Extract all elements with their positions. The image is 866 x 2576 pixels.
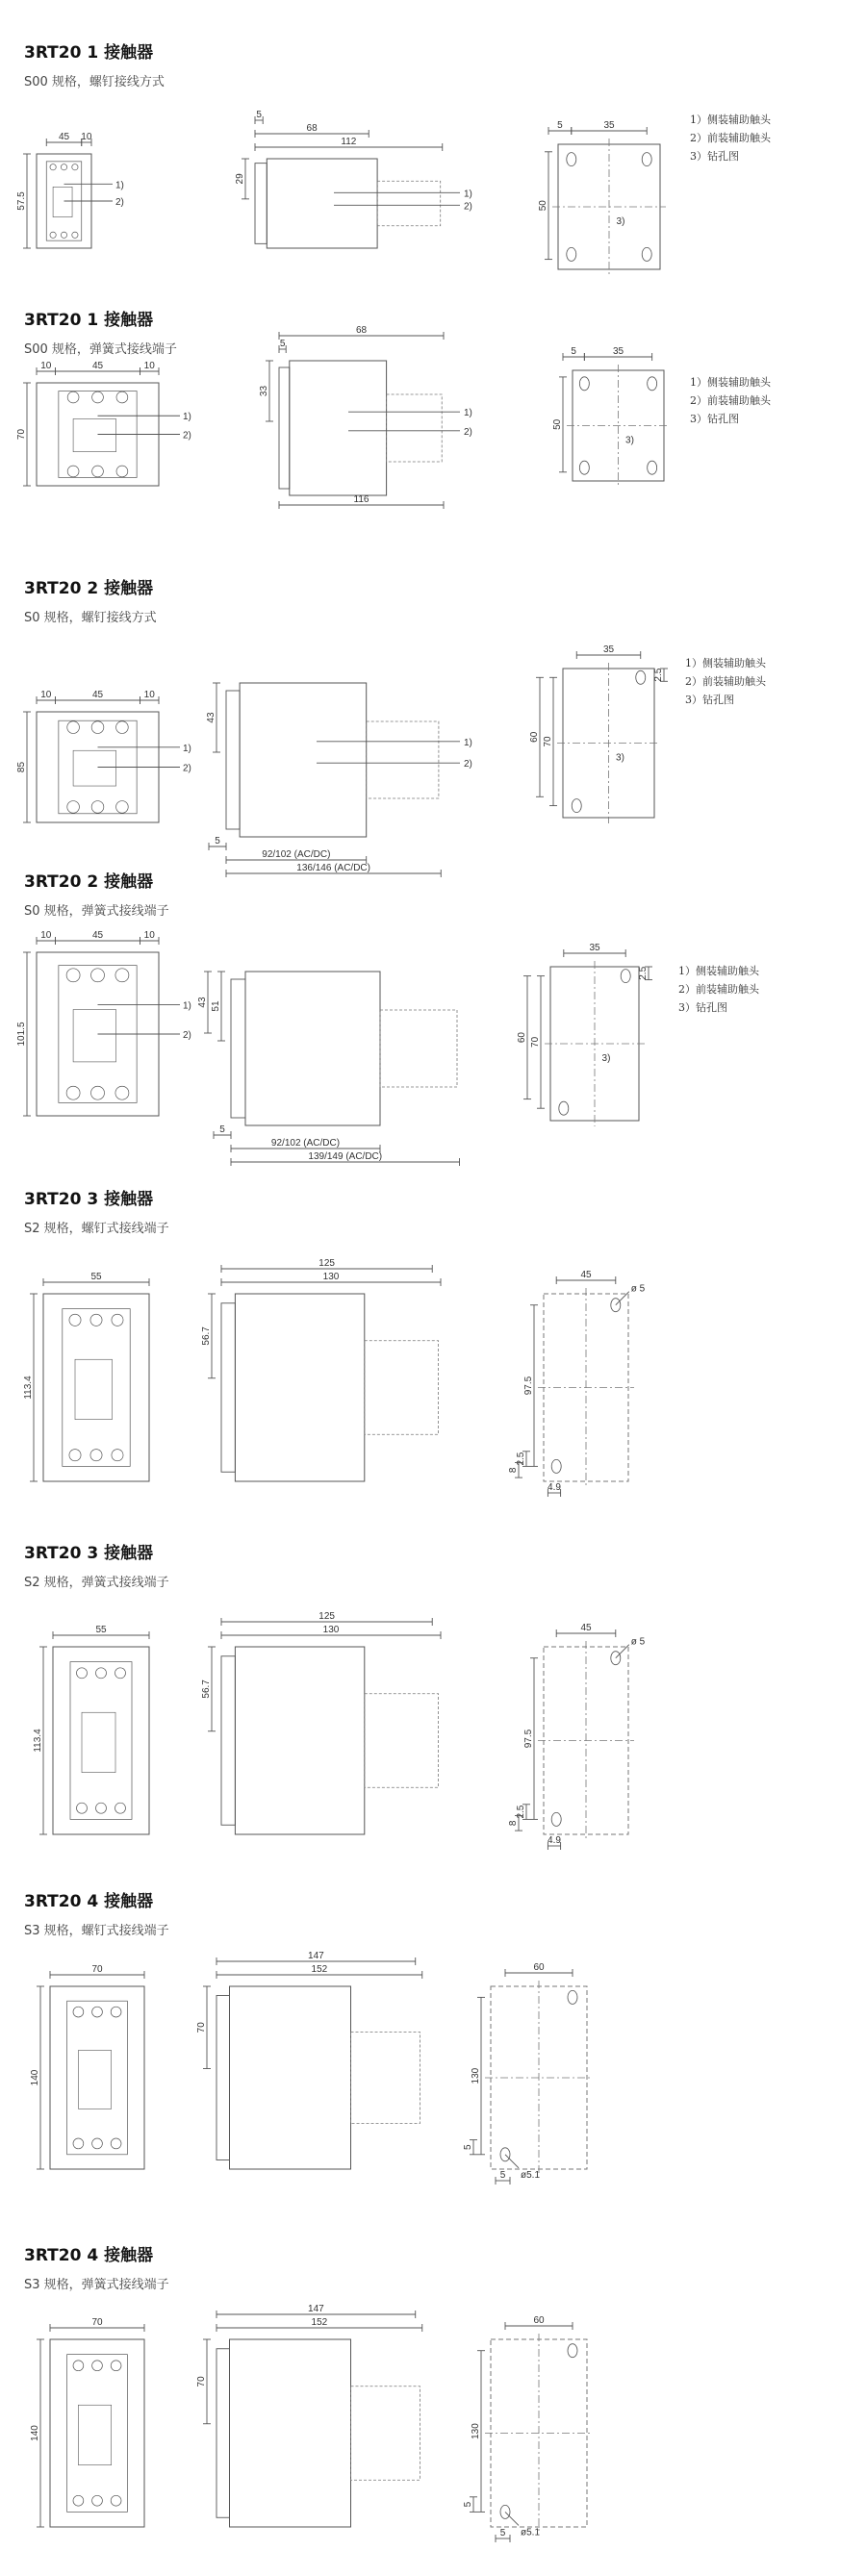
callout-label: 2) xyxy=(464,759,472,770)
callout-label: 1) xyxy=(464,737,472,748)
dimension-label: 35 xyxy=(589,943,600,953)
side-view-body xyxy=(267,159,377,248)
dimension-label: 125 xyxy=(318,1611,335,1622)
callout-label: 1) xyxy=(115,180,124,191)
dimension-label: 45 xyxy=(91,690,104,700)
dimension-label: 140 xyxy=(30,2069,40,2086)
terminal-screw-icon xyxy=(116,801,129,814)
dimension-label: 70 xyxy=(16,428,27,441)
dimension-label: 113.4 xyxy=(33,1729,43,1753)
dimension-label: 60 xyxy=(529,731,540,743)
terminal-screw-icon xyxy=(69,1450,81,1461)
dimension-label: 5 xyxy=(557,120,563,131)
dimension-label: 5 xyxy=(279,339,286,349)
section-title: 3RT20 4 接触器 xyxy=(24,1892,154,1911)
dimension-label: 147 xyxy=(308,1951,324,1961)
legend-item: 1）侧装辅助触头 xyxy=(678,965,759,977)
din-rail-clip xyxy=(279,367,290,489)
section-subtitle: S0 规格，弹簧式接线端子 xyxy=(24,904,169,919)
terminal-screw-icon xyxy=(67,391,79,403)
dimension-label: 5 xyxy=(463,2501,473,2508)
dimension-label: 85 xyxy=(16,761,27,773)
hole-diameter-label: ø 5 xyxy=(630,1283,646,1295)
leader-line xyxy=(505,2155,519,2168)
mounting-hole-icon xyxy=(559,1101,569,1115)
dimension-label: 45 xyxy=(580,1623,592,1633)
dimension-label: 97.5 xyxy=(523,1376,534,1396)
mounting-hole-icon xyxy=(567,247,576,261)
dimension-label: 68 xyxy=(355,325,368,336)
dimension-label: 68 xyxy=(306,123,318,134)
front-aux-contact-outline xyxy=(365,1694,439,1788)
terminal-screw-icon xyxy=(115,1668,126,1679)
dimension-label: 45 xyxy=(91,361,104,371)
dimension-label: 57.5 xyxy=(16,191,27,211)
side-view-body xyxy=(230,2339,351,2527)
dimension-label: 8 xyxy=(508,1820,519,1827)
dimension-label: 136/146 (AC/DC) xyxy=(296,863,370,873)
front-view-body xyxy=(70,1662,132,1820)
legend-item: 1）侧装辅助触头 xyxy=(690,376,771,389)
hole-diameter-label: ø5.1 xyxy=(521,2169,541,2181)
front-aux-contact-outline xyxy=(365,1341,439,1435)
section-subtitle: S3 规格，螺钉式接线端子 xyxy=(24,1924,169,1938)
terminal-screw-icon xyxy=(112,1314,123,1326)
terminal-screw-icon xyxy=(73,2007,84,2017)
terminal-screw-icon xyxy=(90,1450,102,1461)
dimension-label: 70 xyxy=(91,2317,103,2328)
dimension-label: 70 xyxy=(543,736,553,747)
terminal-screw-icon xyxy=(116,391,128,403)
dimension-label: 130 xyxy=(322,1272,340,1282)
dimension-label: 5 xyxy=(499,2170,506,2181)
dimension-label: 10 xyxy=(143,690,155,700)
auxiliary-block xyxy=(73,750,115,786)
dimension-label: 92/102 (AC/DC) xyxy=(270,1138,341,1149)
auxiliary-block xyxy=(82,1712,115,1772)
side-view-body xyxy=(235,1294,364,1481)
dimension-label: 70 xyxy=(196,2022,207,2033)
dimension-label: 70 xyxy=(91,1964,103,1975)
legend-item: 3）钻孔图 xyxy=(678,1001,727,1014)
dimension-label: 2.5 xyxy=(516,1452,526,1466)
dimension-label: 125 xyxy=(318,1258,335,1269)
section-title: 3RT20 2 接触器 xyxy=(24,579,154,598)
terminal-screw-icon xyxy=(91,1086,105,1099)
auxiliary-block xyxy=(75,1359,113,1419)
side-view-body xyxy=(230,1986,351,2169)
mounting-hole-icon xyxy=(579,377,589,391)
din-rail-clip xyxy=(226,691,240,829)
terminal-screw-icon xyxy=(77,1803,88,1813)
terminal-screw-icon xyxy=(73,2495,84,2506)
din-rail-clip xyxy=(255,164,267,244)
callout-label: 2) xyxy=(183,763,191,774)
section-subtitle: S2 规格，弹簧式接线端子 xyxy=(24,1576,169,1590)
dimension-label: 2.5 xyxy=(653,668,664,682)
front-view-outline xyxy=(53,1647,149,1834)
mounting-hole-icon xyxy=(621,970,630,983)
front-view-outline xyxy=(50,2339,144,2527)
dimension-label: 5 xyxy=(256,110,262,120)
dimension-label: 147 xyxy=(308,2304,324,2314)
dimension-label: 45 xyxy=(91,930,104,941)
terminal-screw-icon xyxy=(96,1668,107,1679)
dimension-label: 130 xyxy=(322,1625,340,1635)
legend-item: 2）前装辅助触头 xyxy=(678,983,759,996)
terminal-screw-icon xyxy=(73,2138,84,2149)
terminal-screw-icon xyxy=(96,1803,107,1813)
dimension-label: 10 xyxy=(40,930,52,941)
terminal-screw-icon xyxy=(111,2007,121,2017)
terminal-screw-icon xyxy=(92,466,104,477)
dimension-label: 33 xyxy=(259,385,269,397)
dimension-label: 140 xyxy=(30,2425,40,2441)
dimension-label: 35 xyxy=(603,120,615,131)
mounting-hole-icon xyxy=(567,153,576,166)
terminal-screw-icon xyxy=(69,1314,81,1326)
din-rail-clip xyxy=(221,1303,235,1473)
auxiliary-block xyxy=(78,2405,111,2464)
dimension-label: 55 xyxy=(90,1272,102,1282)
legend-item: 2）前装辅助触头 xyxy=(685,675,766,688)
legend-item: 1）侧装辅助触头 xyxy=(685,657,766,669)
terminal-screw-icon xyxy=(50,232,56,238)
terminal-screw-icon xyxy=(66,969,80,982)
dimension-label: 10 xyxy=(81,132,92,142)
dimension-label: 29 xyxy=(235,173,245,185)
leader-line xyxy=(505,2512,519,2525)
terminal-screw-icon xyxy=(61,232,66,238)
section-title: 3RT20 3 接触器 xyxy=(24,1190,154,1209)
dimension-label: 70 xyxy=(530,1036,541,1048)
dimension-label: 60 xyxy=(533,2315,545,2326)
legend xyxy=(690,111,771,165)
section-subtitle: S2 规格，螺钉式接线端子 xyxy=(24,1222,169,1236)
callout-label: 2) xyxy=(115,197,124,208)
mounting-hole-icon xyxy=(648,461,657,474)
front-aux-contact-outline xyxy=(351,2033,420,2124)
auxiliary-block xyxy=(78,2051,111,2109)
dimension-label: 8 xyxy=(508,1467,519,1474)
dimension-label: 2.5 xyxy=(638,966,649,980)
auxiliary-block xyxy=(53,187,72,216)
side-view-body xyxy=(245,972,380,1125)
dimension-label: 130 xyxy=(471,2423,481,2439)
callout-label: 1) xyxy=(183,1000,191,1012)
terminal-screw-icon xyxy=(115,1086,129,1099)
dimension-label: 139/149 (AC/DC) xyxy=(308,1151,383,1162)
legend-item: 2）前装辅助触头 xyxy=(690,394,771,407)
section-title: 3RT20 3 接触器 xyxy=(24,1544,154,1563)
front-aux-contact-outline xyxy=(351,2387,420,2481)
terminal-screw-icon xyxy=(92,2007,103,2017)
dimension-label: 152 xyxy=(311,1964,328,1975)
dimension-label: 60 xyxy=(533,1962,545,1973)
dimension-label: 70 xyxy=(196,2376,207,2387)
dimension-label: 92/102 (AC/DC) xyxy=(262,849,331,860)
terminal-screw-icon xyxy=(67,801,80,814)
terminal-screw-icon xyxy=(92,2495,103,2506)
dimension-label: 116 xyxy=(353,494,369,505)
drilling-plan-label: 3) xyxy=(616,216,625,227)
dimension-label: 5 xyxy=(215,836,220,846)
front-view-outline xyxy=(50,1986,144,2169)
dimension-label: 130 xyxy=(471,2067,481,2084)
din-rail-clip xyxy=(221,1656,235,1826)
dimension-label: 43 xyxy=(206,712,216,723)
front-view-body xyxy=(67,2355,128,2513)
callout-label: 2) xyxy=(183,430,191,442)
din-rail-clip xyxy=(216,2349,230,2518)
legend-item: 3）钻孔图 xyxy=(690,150,739,163)
dimension-label: 35 xyxy=(612,346,624,357)
dimension-label: 60 xyxy=(517,1032,527,1044)
dimension-label: 152 xyxy=(311,2317,328,2328)
mounting-hole-icon xyxy=(551,1812,561,1826)
front-view-body xyxy=(67,2001,128,2155)
front-view-outline xyxy=(43,1294,149,1481)
side-view-body xyxy=(290,361,387,495)
dimension-label: 113.4 xyxy=(23,1376,34,1400)
dimension-label: 5 xyxy=(463,2144,473,2150)
dimension-label: 4.9 xyxy=(548,1835,561,1846)
dimension-label: 5 xyxy=(499,2528,506,2538)
terminal-screw-icon xyxy=(90,1314,102,1326)
legend-item: 3）钻孔图 xyxy=(685,694,734,706)
dimension-label: 2.5 xyxy=(516,1805,526,1819)
terminal-screw-icon xyxy=(111,2495,121,2506)
dimension-label: 45 xyxy=(580,1270,592,1280)
din-rail-clip xyxy=(231,979,245,1118)
terminal-screw-icon xyxy=(92,2138,103,2149)
terminal-screw-icon xyxy=(116,721,129,734)
legend-item: 1）侧装辅助触头 xyxy=(690,114,771,126)
terminal-screw-icon xyxy=(115,969,129,982)
dimension-label: 10 xyxy=(143,361,155,371)
section-title: 3RT20 4 接触器 xyxy=(24,2246,154,2265)
dimension-label: 5 xyxy=(571,346,576,357)
dimension-label: 51 xyxy=(211,1000,221,1012)
dimension-label: 56.7 xyxy=(201,1326,212,1346)
callout-label: 1) xyxy=(464,408,472,419)
mounting-hole-icon xyxy=(568,1990,577,2004)
side-view-body xyxy=(235,1647,364,1834)
dimension-label: 35 xyxy=(602,644,615,655)
dimension-label: 50 xyxy=(552,418,563,430)
callout-label: 1) xyxy=(183,412,191,423)
section-subtitle: S3 规格，弹簧式接线端子 xyxy=(24,2278,169,2292)
terminal-screw-icon xyxy=(92,2361,103,2371)
terminal-screw-icon xyxy=(91,969,105,982)
side-view-body xyxy=(240,683,367,837)
callout-label: 2) xyxy=(464,426,472,438)
dimension-label: 10 xyxy=(40,361,52,371)
callout-label: 1) xyxy=(183,743,191,754)
drilling-plan-label: 3) xyxy=(625,435,634,446)
mounting-hole-icon xyxy=(642,247,651,261)
terminal-screw-icon xyxy=(91,721,104,734)
legend xyxy=(685,654,766,709)
terminal-screw-icon xyxy=(115,1803,126,1813)
dimension-label: 45 xyxy=(58,132,70,142)
terminal-screw-icon xyxy=(67,466,79,477)
callout-label: 2) xyxy=(183,1030,191,1041)
drilling-plan-label: 3) xyxy=(616,752,624,764)
terminal-screw-icon xyxy=(116,466,128,477)
dimension-label: 56.7 xyxy=(201,1679,212,1699)
callout-label: 2) xyxy=(464,201,472,213)
terminal-screw-icon xyxy=(50,164,56,170)
auxiliary-block xyxy=(73,1010,115,1062)
section-subtitle: S00 规格，螺钉接线方式 xyxy=(24,75,165,89)
terminal-screw-icon xyxy=(61,164,66,170)
legend xyxy=(678,962,759,1017)
front-aux-contact-outline xyxy=(387,394,443,462)
legend-item: 2）前装辅助触头 xyxy=(690,132,771,144)
dimension-label: 97.5 xyxy=(523,1729,534,1749)
dimension-label: 4.9 xyxy=(548,1482,561,1493)
dimension-label: 43 xyxy=(197,997,208,1008)
mounting-hole-icon xyxy=(568,2344,577,2358)
dimension-label: 55 xyxy=(95,1625,107,1635)
section-title: 3RT20 2 接触器 xyxy=(24,872,154,892)
front-aux-contact-outline xyxy=(367,721,439,798)
terminal-screw-icon xyxy=(77,1668,88,1679)
front-aux-contact-outline xyxy=(377,181,441,226)
terminal-screw-icon xyxy=(72,164,78,170)
mounting-hole-icon xyxy=(572,799,581,813)
hole-diameter-label: ø 5 xyxy=(630,1636,646,1648)
section-subtitle: S0 规格，螺钉接线方式 xyxy=(24,611,157,625)
legend-item: 3）钻孔图 xyxy=(690,413,739,425)
callout-label: 1) xyxy=(464,189,472,200)
mounting-hole-icon xyxy=(642,153,651,166)
dimension-label: 10 xyxy=(143,930,155,941)
front-view-body xyxy=(63,1309,130,1467)
auxiliary-block xyxy=(73,418,115,451)
terminal-screw-icon xyxy=(72,232,78,238)
din-rail-clip xyxy=(216,1996,230,2160)
mounting-hole-icon xyxy=(579,461,589,474)
section-title: 3RT20 1 接触器 xyxy=(24,311,154,330)
mounting-hole-icon xyxy=(551,1459,561,1473)
dimension-label: 101.5 xyxy=(16,1022,27,1047)
mounting-hole-icon xyxy=(648,377,657,391)
terminal-screw-icon xyxy=(111,2138,121,2149)
dimension-label: 5 xyxy=(219,1124,225,1135)
terminal-screw-icon xyxy=(112,1450,123,1461)
dimension-label: 10 xyxy=(40,690,52,700)
legend xyxy=(690,373,771,428)
mounting-hole-icon xyxy=(636,670,646,684)
front-aux-contact-outline xyxy=(380,1010,457,1087)
hole-diameter-label: ø5.1 xyxy=(521,2527,541,2538)
dimension-label: 112 xyxy=(341,137,357,147)
section-title: 3RT20 1 接触器 xyxy=(24,43,154,63)
terminal-screw-icon xyxy=(73,2361,84,2371)
terminal-screw-icon xyxy=(91,801,104,814)
section-subtitle: S00 规格，弹簧式接线端子 xyxy=(24,342,177,357)
terminal-screw-icon xyxy=(111,2361,121,2371)
terminal-screw-icon xyxy=(66,1086,80,1099)
terminal-screw-icon xyxy=(67,721,80,734)
terminal-screw-icon xyxy=(92,391,104,403)
dimension-label: 50 xyxy=(538,200,548,212)
drilling-plan-label: 3) xyxy=(601,1053,611,1064)
